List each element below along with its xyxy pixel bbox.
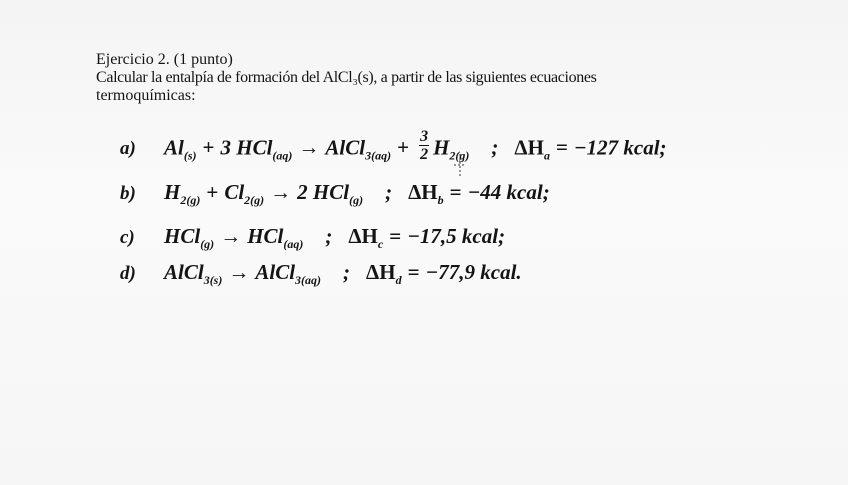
equation-d-dh-value: −77,9 kcal. bbox=[425, 260, 522, 284]
equation-d bbox=[120, 260, 522, 285]
equation-c-label: c) bbox=[120, 227, 135, 248]
exercise-intro bbox=[96, 51, 796, 105]
equation-c-body: HCl$_{(g)}$ → HCl$_{(aq)}$ ; $\Delta H_c = -17,5$ kcal; bbox=[164, 224, 506, 251]
equation-b bbox=[120, 180, 550, 205]
exercise-title: Ejercicio 2. (1 punto) bbox=[96, 51, 233, 68]
equation-a-coef-hcl: 3 bbox=[220, 135, 231, 160]
equation-a-fraction bbox=[419, 128, 429, 163]
exercise-statement-line2: termoquímicas: bbox=[96, 87, 196, 104]
equation-d-label: d) bbox=[120, 263, 136, 284]
fraction-denominator: 2 bbox=[420, 146, 429, 163]
equation-a-body: $Al_{(s)} + 3$ HCl$_{(aq)}$ → AlCl$_{3(aq)}$ + $\frac{3}{2}$ $H_{2(g)}$ ; $\Delta H_a = -127$ kcal; bbox=[164, 128, 667, 163]
equation-a-dh-value: −127 kcal; bbox=[573, 135, 667, 160]
equation-a-label: a) bbox=[120, 138, 136, 160]
equation-b-dh-value: −44 kcal; bbox=[467, 180, 550, 204]
equation-a bbox=[120, 128, 667, 167]
crosshair-cursor-icon bbox=[454, 154, 466, 176]
equation-b-body: $H_{2(g)} + Cl_{2(g)} \to 2$ HCl$_{(g)}$ ; $\Delta H_b = -44$ kcal; bbox=[164, 180, 550, 207]
equation-b-coef-hcl: 2 bbox=[297, 180, 308, 204]
exercise-statement-line1: Calcular la entalpía de formación del AlCl₃(s), a partir de las siguientes ecuaciones bbox=[96, 69, 597, 86]
equation-d-body: AlCl$_{3(s)}$ → AlCl$_{3(aq)}$ ; $\Delta H_d = -77,9$ kcal. bbox=[164, 260, 522, 287]
equation-c bbox=[120, 224, 505, 249]
fraction-numerator: 3 bbox=[420, 128, 429, 145]
equation-c-dh-value: −17,5 kcal; bbox=[407, 224, 506, 248]
equation-b-label: b) bbox=[120, 183, 136, 204]
